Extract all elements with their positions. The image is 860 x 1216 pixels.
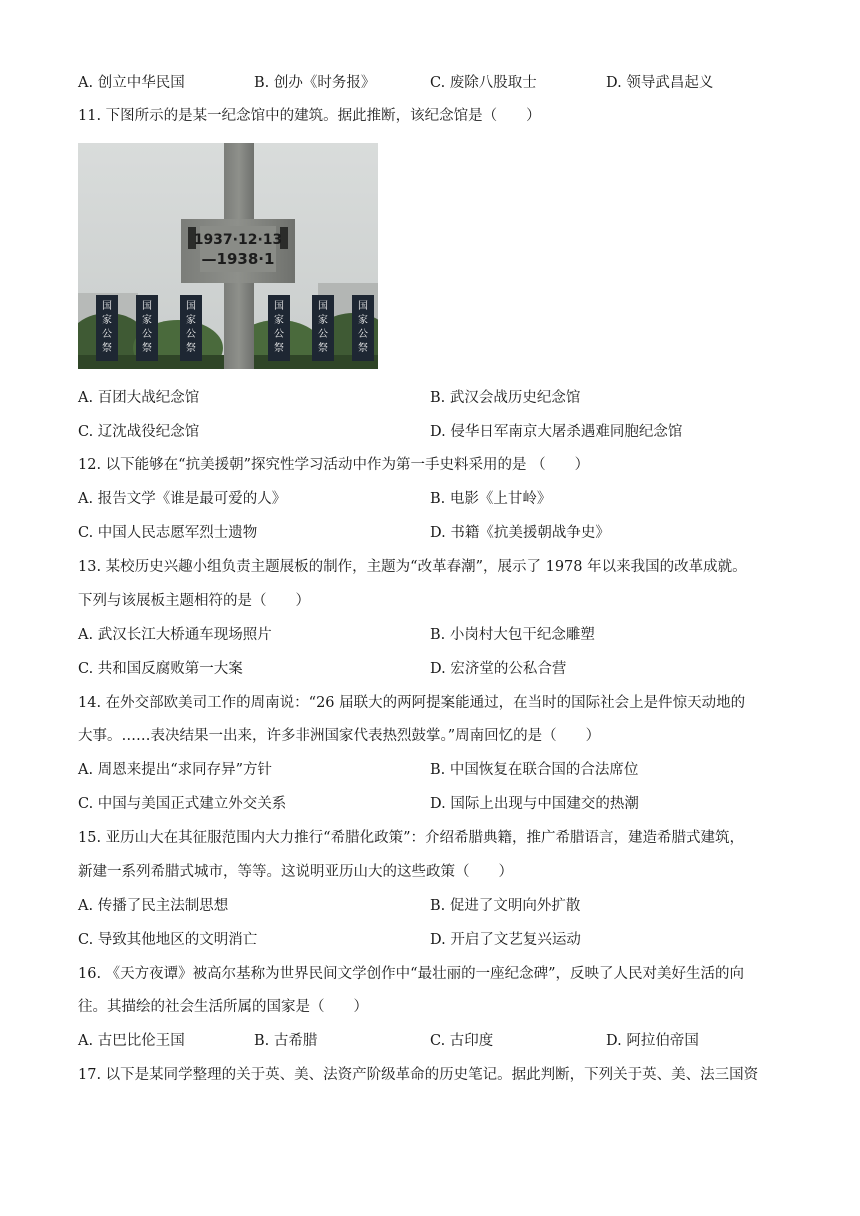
q12-option-c[interactable]: C. 中国人民志愿军烈士遗物 (78, 525, 258, 541)
memorial-dates-line1: 1937·12·13 (193, 232, 283, 248)
svg-text:家: 家 (186, 315, 196, 326)
q16-option-c[interactable]: C. 古印度 (430, 1033, 494, 1049)
q13-stem-line2: 下列与该展板主题相符的是（ ） (78, 593, 310, 609)
q14-option-b[interactable]: B. 中国恢复在联合国的合法席位 (430, 762, 639, 778)
svg-text:国: 国 (318, 301, 328, 312)
svg-text:公: 公 (274, 329, 284, 340)
q16-option-d[interactable]: D. 阿拉伯帝国 (606, 1033, 699, 1049)
q10-option-a[interactable]: A. 创立中华民国 (78, 75, 185, 91)
svg-text:祭: 祭 (186, 343, 196, 354)
q13-stem-line1: 13. 某校历史兴趣小组负责主题展板的制作，主题为“改革春潮”，展示了 1978 年以来我国的改革成就。 (78, 559, 747, 575)
svg-text:国: 国 (358, 301, 368, 312)
q11-option-b[interactable]: B. 武汉会战历史纪念馆 (430, 390, 581, 406)
q11-stem: 11. 下图所示的是某一纪念馆中的建筑。据此推断，该纪念馆是（ ） (78, 108, 541, 124)
memorial-photo (78, 143, 378, 369)
q15-option-d[interactable]: D. 开启了文艺复兴运动 (430, 932, 581, 948)
q12-option-d[interactable]: D. 书籍《抗美援朝战争史》 (430, 525, 610, 541)
q17-stem-line1: 17. 以下是某同学整理的关于英、美、法资产阶级革命的历史笔记。据此判断，下列关于英、美、法三国资 (78, 1067, 759, 1083)
q15-option-c[interactable]: C. 导致其他地区的文明消亡 (78, 932, 258, 948)
banner-2 (136, 295, 158, 361)
banner-6 (352, 295, 374, 361)
memorial-dates-line2: —1938·1 (201, 250, 275, 268)
svg-text:国: 国 (102, 301, 112, 312)
banner-4 (268, 295, 290, 361)
q15-option-a[interactable]: A. 传播了民主法制思想 (78, 898, 229, 914)
svg-text:国: 国 (186, 301, 196, 312)
svg-text:公: 公 (318, 329, 328, 340)
q16-option-b[interactable]: B. 古希腊 (254, 1033, 318, 1049)
banner-3 (180, 295, 202, 361)
q16-option-a[interactable]: A. 古巴比伦王国 (78, 1033, 185, 1049)
q14-option-c[interactable]: C. 中国与美国正式建立外交关系 (78, 796, 287, 812)
svg-text:祭: 祭 (358, 343, 368, 354)
q13-option-b[interactable]: B. 小岗村大包干纪念雕塑 (430, 627, 595, 643)
q15-stem-line2: 新建一系列希腊式城市，等等。这说明亚历山大的这些政策（ ） (78, 864, 513, 880)
svg-text:公: 公 (142, 329, 152, 340)
q14-stem-line2: 大事。……表决结果一出来，许多非洲国家代表热烈鼓掌。”周南回忆的是（ ） (78, 728, 601, 744)
q15-option-b[interactable]: B. 促进了文明向外扩散 (430, 898, 581, 914)
svg-text:祭: 祭 (102, 343, 112, 354)
q10-option-c[interactable]: C. 废除八股取士 (430, 75, 537, 91)
q14-stem-line1: 14. 在外交部欧美司工作的周南说：“26 届联大的两阿提案能通过，在当时的国际社会上是件惊天动地的 (78, 695, 746, 711)
q10-option-d[interactable]: D. 领导武昌起义 (606, 75, 714, 91)
q11-option-d[interactable]: D. 侵华日军南京大屠杀遇难同胞纪念馆 (430, 424, 683, 440)
svg-text:祭: 祭 (318, 343, 328, 354)
q12-option-b[interactable]: B. 电影《上甘岭》 (430, 491, 552, 507)
q16-stem-line2: 往。其描绘的社会生活所属的国家是（ ） (78, 999, 368, 1015)
svg-text:国: 国 (142, 301, 152, 312)
q13-option-d[interactable]: D. 宏济堂的公私合营 (430, 661, 567, 677)
q15-stem-line1: 15. 亚历山大在其征服范围内大力推行“希腊化政策”：介绍希腊典籍，推广希腊语言，建造希腊式建筑， (78, 830, 744, 846)
q10-option-b[interactable]: B. 创办《时务报》 (254, 75, 376, 91)
svg-text:国: 国 (274, 301, 284, 312)
svg-text:公: 公 (102, 329, 112, 340)
q13-option-c[interactable]: C. 共和国反腐败第一大案 (78, 661, 243, 677)
banner-1 (96, 295, 118, 361)
q11-option-a[interactable]: A. 百团大战纪念馆 (78, 390, 200, 406)
q14-option-a[interactable]: A. 周恩来提出“求同存异”方针 (78, 762, 273, 778)
q13-option-a[interactable]: A. 武汉长江大桥通车现场照片 (78, 627, 272, 643)
q11-option-c[interactable]: C. 辽沈战役纪念馆 (78, 424, 200, 440)
banner-5 (312, 295, 334, 361)
q16-stem-line1: 16. 《天方夜谭》被高尔基称为世界民间文学创作中“最壮丽的一座纪念碑”，反映了人民对美好生活的向 (78, 966, 744, 982)
svg-text:公: 公 (358, 329, 368, 340)
svg-text:家: 家 (102, 315, 112, 326)
svg-text:公: 公 (186, 329, 196, 340)
svg-text:家: 家 (142, 315, 152, 326)
svg-text:祭: 祭 (142, 343, 152, 354)
svg-text:家: 家 (318, 315, 328, 326)
q14-option-d[interactable]: D. 国际上出现与中国建交的热潮 (430, 796, 639, 812)
svg-text:祭: 祭 (274, 343, 284, 354)
svg-text:家: 家 (274, 315, 284, 326)
q12-stem: 12. 以下能够在“抗美援朝”探究性学习活动中作为第一手史料采用的是 （ ） (78, 457, 590, 473)
q12-option-a[interactable]: A. 报告文学《谁是最可爱的人》 (78, 491, 287, 507)
svg-text:家: 家 (358, 315, 368, 326)
